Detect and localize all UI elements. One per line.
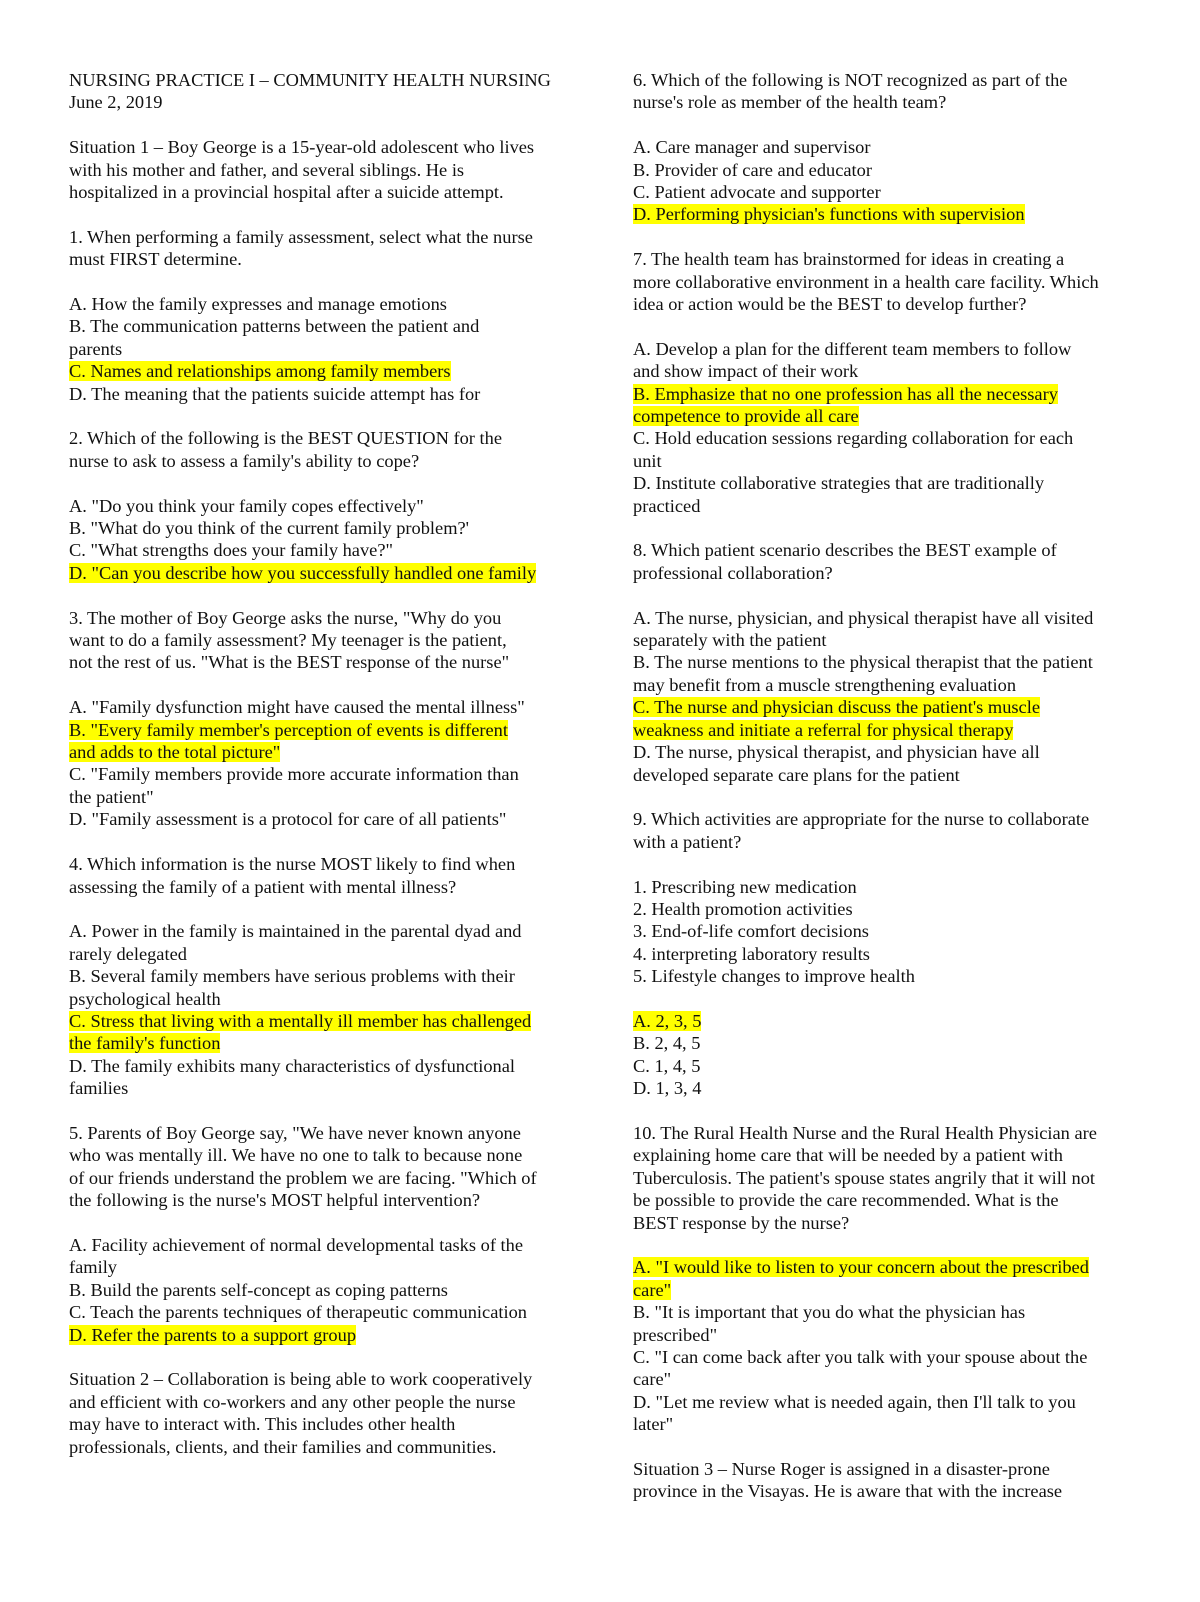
line-text: with a patient?: [633, 831, 742, 852]
left-text-line: [69, 1055, 559, 1077]
line-text: Situation 1 – Boy George is a 15-year-old adolescent who lives: [69, 137, 535, 158]
right-text-line: [633, 920, 1133, 942]
left-text-line: [69, 853, 559, 875]
line-text: B. "What do you think of the current family problem?': [69, 518, 469, 539]
line-text: 3. End-of-life comfort decisions: [633, 921, 869, 942]
right-text-line: [633, 741, 1133, 763]
line-text: must FIRST determine.: [69, 249, 242, 270]
right-text-line: [633, 1055, 1133, 1077]
right-text-line: [633, 607, 1133, 629]
line-text: 2. Which of the following is the BEST QUESTION for the: [69, 428, 502, 449]
document-date: [69, 91, 559, 113]
right-highlighted-answer-line: [633, 1256, 1133, 1278]
line-text: prescribed": [633, 1324, 718, 1345]
left-text-line: [69, 517, 559, 539]
left-text-line: [69, 293, 559, 315]
line-text: June 2, 2019: [69, 92, 163, 113]
highlighted-text: C. Stress that living with a mentally ill member has challenged: [69, 1010, 532, 1031]
line-text: later": [633, 1414, 674, 1435]
left-text-line: [69, 383, 559, 405]
left-text-line: [69, 1234, 559, 1256]
line-text: 10. The Rural Health Nurse and the Rural Health Physician are: [633, 1122, 1097, 1143]
line-text: Tuberculosis. The patient's spouse states angrily that it will not: [633, 1167, 1096, 1188]
line-text: nurse to ask to assess a family's ability to cope?: [69, 450, 420, 471]
left-text-line: [69, 1436, 559, 1458]
right-text-line: [633, 965, 1133, 987]
left-text-line: [69, 696, 559, 718]
right-text-line: [633, 898, 1133, 920]
line-text: rarely delegated: [69, 943, 187, 964]
right-text-line: [633, 472, 1133, 494]
paragraph-gap: [69, 1346, 559, 1368]
right-text-line: [633, 159, 1133, 181]
left-text-line: [69, 181, 559, 203]
right-text-line: [633, 539, 1133, 561]
line-text: B. "It is important that you do what the physician has: [633, 1302, 1026, 1323]
left-text-line: [69, 629, 559, 651]
left-text-line: [69, 315, 559, 337]
line-text: C. Hold education sessions regarding collaboration for each: [633, 428, 1074, 449]
paragraph-gap: [69, 674, 559, 696]
line-text: and efficient with co-workers and any other people the nurse: [69, 1391, 516, 1412]
highlighted-text: C. The nurse and physician discuss the patient's muscle: [633, 697, 1040, 718]
right-text-line: [633, 181, 1133, 203]
line-text: province in the Visayas. He is aware that with the increase: [633, 1481, 1063, 1502]
highlighted-text: A. 2, 3, 5: [633, 1010, 702, 1031]
line-text: not the rest of us. "What is the BEST response of the nurse": [69, 652, 510, 673]
line-text: professionals, clients, and their families and communities.: [69, 1436, 497, 1457]
right-text-line: [633, 1391, 1133, 1413]
right-text-line: [633, 1032, 1133, 1054]
right-text-line: [633, 248, 1133, 270]
left-highlighted-answer-line: [69, 719, 559, 741]
line-text: 6. Which of the following is NOT recognized as part of the: [633, 70, 1068, 90]
right-text-line: [633, 651, 1133, 673]
line-text: the patient": [69, 786, 154, 807]
line-text: 1. Prescribing new medication: [633, 876, 857, 897]
left-text-line: [69, 159, 559, 181]
line-text: 2. Health promotion activities: [633, 898, 853, 919]
left-text-line: [69, 1167, 559, 1189]
right-text-line: [633, 136, 1133, 158]
line-text: 5. Lifestyle changes to improve health: [633, 966, 915, 987]
left-text-line: [69, 965, 559, 987]
document-title: [69, 69, 559, 91]
line-text: psychological health: [69, 988, 221, 1009]
line-text: D. Institute collaborative strategies that are traditionally: [633, 473, 1045, 494]
line-text: with his mother and father, and several siblings. He is: [69, 159, 465, 180]
line-text: A. "Family dysfunction might have caused the mental illness": [69, 697, 525, 718]
right-text-line: [633, 1122, 1133, 1144]
line-text: B. Several family members have serious problems with their: [69, 966, 515, 987]
left-text-line: [69, 136, 559, 158]
line-text: C. "I can come back after you talk with your spouse about the: [633, 1347, 1088, 1367]
line-text: D. The family exhibits many characteristics of dysfunctional: [69, 1055, 516, 1076]
line-text: professional collaboration?: [633, 562, 833, 583]
left-highlighted-answer-line: [69, 1010, 559, 1032]
line-text: A. The nurse, physician, and physical therapist have all visited: [633, 607, 1094, 628]
left-text-line: [69, 338, 559, 360]
right-text-line: [633, 91, 1133, 113]
line-text: 7. The health team has brainstormed for ideas in creating a: [633, 249, 1065, 270]
line-text: and show impact of their work: [633, 361, 859, 382]
line-text: Situation 2 – Collaboration is being able to work cooperatively: [69, 1369, 533, 1390]
left-text-line: [69, 808, 559, 830]
paragraph-gap: [69, 831, 559, 853]
highlighted-text: care": [633, 1279, 672, 1300]
line-text: unit: [633, 450, 662, 471]
line-text: B. The nurse mentions to the physical therapist that the patient: [633, 652, 1093, 673]
line-text: NURSING PRACTICE I – COMMUNITY HEALTH NURSING: [69, 70, 551, 90]
line-text: 8. Which patient scenario describes the BEST example of: [633, 540, 1057, 561]
right-text-line: [633, 293, 1133, 315]
paragraph-gap: [69, 1212, 559, 1234]
paragraph-gap: [633, 1436, 1133, 1458]
line-text: C. "Family members provide more accurate information than: [69, 764, 519, 785]
highlighted-text: competence to provide all care: [633, 406, 859, 427]
line-text: B. 2, 4, 5: [633, 1033, 701, 1054]
line-text: separately with the patient: [633, 630, 827, 651]
left-text-line: [69, 1413, 559, 1435]
right-text-line: [633, 562, 1133, 584]
right-highlighted-answer-line: [633, 383, 1133, 405]
paragraph-gap: [633, 226, 1133, 248]
left-text-line: [69, 1279, 559, 1301]
left-text-line: [69, 786, 559, 808]
highlighted-text: D. Performing physician's functions with supervision: [633, 204, 1025, 225]
right-text-line: [633, 360, 1133, 382]
right-highlighted-answer-line: [633, 1010, 1133, 1032]
right-text-line: [633, 1413, 1133, 1435]
line-text: family: [69, 1257, 118, 1278]
line-text: 9. Which activities are appropriate for the nurse to collaborate: [633, 809, 1090, 830]
paragraph-gap: [633, 1100, 1133, 1122]
left-highlighted-answer-line: [69, 741, 559, 763]
right-text-line: [633, 1458, 1133, 1480]
line-text: D. 1, 3, 4: [633, 1078, 702, 1099]
line-text: C. "What strengths does your family have?": [69, 540, 394, 561]
highlighted-text: A. "I would like to listen to your concern about the prescribed: [633, 1257, 1089, 1278]
left-text-line: [69, 920, 559, 942]
right-column: [633, 69, 1133, 1503]
highlighted-text: D. "Can you describe how you successfully handled one family: [69, 562, 537, 583]
right-text-line: [633, 427, 1133, 449]
right-text-line: [633, 1480, 1133, 1502]
left-text-line: [69, 1122, 559, 1144]
paragraph-gap: [69, 472, 559, 494]
left-text-line: [69, 248, 559, 270]
highlighted-text: weakness and initiate a referral for physical therapy: [633, 719, 1014, 740]
line-text: may have to interact with. This includes other health: [69, 1414, 456, 1435]
paragraph-gap: [633, 988, 1133, 1010]
right-highlighted-answer-line: [633, 696, 1133, 718]
right-text-line: [633, 831, 1133, 853]
left-highlighted-answer-line: [69, 1032, 559, 1054]
line-text: 4. Which information is the nurse MOST likely to find when: [69, 854, 516, 875]
left-text-line: [69, 226, 559, 248]
highlighted-text: B. "Every family member's perception of events is different: [69, 719, 508, 740]
left-text-line: [69, 988, 559, 1010]
line-text: A. "Do you think your family copes effectively": [69, 495, 424, 516]
line-text: Situation 3 – Nurse Roger is assigned in a disaster-prone: [633, 1459, 1050, 1480]
left-text-line: [69, 763, 559, 785]
right-text-line: [633, 1212, 1133, 1234]
line-text: B. Build the parents self-concept as coping patterns: [69, 1279, 448, 1300]
line-text: hospitalized in a provincial hospital after a suicide attempt.: [69, 182, 504, 203]
line-text: care": [633, 1369, 672, 1390]
right-text-line: [633, 1324, 1133, 1346]
left-text-line: [69, 651, 559, 673]
line-text: B. The communication patterns between the patient and: [69, 316, 480, 337]
right-text-line: [633, 764, 1133, 786]
left-text-line: [69, 1077, 559, 1099]
right-text-line: [633, 450, 1133, 472]
line-text: C. 1, 4, 5: [633, 1055, 701, 1076]
line-text: practiced: [633, 495, 701, 516]
paragraph-gap: [69, 114, 559, 136]
paragraph-gap: [69, 898, 559, 920]
line-text: D. "Let me review what is needed again, then I'll talk to you: [633, 1391, 1076, 1412]
line-text: of our friends understand the problem we are facing. "Which of: [69, 1167, 537, 1188]
paragraph-gap: [633, 1234, 1133, 1256]
paragraph-gap: [633, 853, 1133, 875]
left-text-line: [69, 1256, 559, 1278]
paragraph-gap: [633, 517, 1133, 539]
right-text-line: [633, 495, 1133, 517]
right-text-line: [633, 674, 1133, 696]
line-text: 4. interpreting laboratory results: [633, 943, 870, 964]
line-text: who was mentally ill. We have no one to talk to because none: [69, 1145, 523, 1166]
left-text-line: [69, 1301, 559, 1323]
line-text: may benefit from a muscle strengthening evaluation: [633, 674, 1017, 695]
paragraph-gap: [633, 584, 1133, 606]
line-text: be possible to provide the care recommended. What is the: [633, 1190, 1059, 1211]
line-text: 3. The mother of Boy George asks the nurse, "Why do you: [69, 607, 502, 628]
right-text-line: [633, 1301, 1133, 1323]
line-text: D. The nurse, physical therapist, and physician have all: [633, 742, 1040, 763]
highlighted-text: and adds to the total picture": [69, 742, 281, 763]
left-text-line: [69, 495, 559, 517]
left-text-line: [69, 876, 559, 898]
paragraph-gap: [69, 405, 559, 427]
right-text-line: [633, 1167, 1133, 1189]
line-text: A. Develop a plan for the different team members to follow: [633, 338, 1072, 359]
line-text: nurse's role as member of the health team?: [633, 92, 947, 113]
right-text-line: [633, 1368, 1133, 1390]
left-text-line: [69, 539, 559, 561]
left-highlighted-answer-line: [69, 360, 559, 382]
line-text: C. Patient advocate and supporter: [633, 182, 881, 203]
line-text: D. The meaning that the patients suicide attempt has for: [69, 383, 481, 404]
left-highlighted-answer-line: [69, 562, 559, 584]
left-highlighted-answer-line: [69, 1324, 559, 1346]
line-text: assessing the family of a patient with mental illness?: [69, 876, 457, 897]
right-highlighted-answer-line: [633, 203, 1133, 225]
right-text-line: [633, 1189, 1133, 1211]
left-text-line: [69, 1368, 559, 1390]
line-text: BEST response by the nurse?: [633, 1212, 850, 1233]
left-text-line: [69, 450, 559, 472]
line-text: the following is the nurse's MOST helpful intervention?: [69, 1190, 481, 1211]
highlighted-text: B. Emphasize that no one profession has all the necessary: [633, 383, 1058, 404]
left-text-line: [69, 1144, 559, 1166]
line-text: C. Teach the parents techniques of therapeutic communication: [69, 1302, 527, 1323]
right-highlighted-answer-line: [633, 719, 1133, 741]
line-text: A. How the family expresses and manage emotions: [69, 294, 447, 315]
right-text-line: [633, 1144, 1133, 1166]
paragraph-gap: [633, 315, 1133, 337]
line-text: A. Power in the family is maintained in the parental dyad and: [69, 921, 522, 942]
line-text: 5. Parents of Boy George say, "We have never known anyone: [69, 1122, 521, 1143]
paragraph-gap: [69, 203, 559, 225]
right-text-line: [633, 1077, 1133, 1099]
left-text-line: [69, 943, 559, 965]
right-text-line: [633, 338, 1133, 360]
highlighted-text: the family's function: [69, 1033, 221, 1054]
line-text: A. Facility achievement of normal developmental tasks of the: [69, 1234, 524, 1255]
right-text-line: [633, 876, 1133, 898]
line-text: explaining home care that will be needed by a patient with: [633, 1145, 1063, 1166]
right-highlighted-answer-line: [633, 1279, 1133, 1301]
right-text-line: [633, 69, 1133, 91]
left-text-line: [69, 427, 559, 449]
paragraph-gap: [69, 584, 559, 606]
line-text: want to do a family assessment? My teenager is the patient,: [69, 630, 507, 651]
line-text: D. "Family assessment is a protocol for care of all patients": [69, 809, 507, 830]
line-text: families: [69, 1078, 129, 1099]
paragraph-gap: [69, 271, 559, 293]
highlighted-text: C. Names and relationships among family members: [69, 361, 451, 382]
paragraph-gap: [633, 786, 1133, 808]
right-highlighted-answer-line: [633, 405, 1133, 427]
line-text: more collaborative environment in a health care facility. Which: [633, 271, 1099, 292]
paragraph-gap: [633, 114, 1133, 136]
paragraph-gap: [69, 1100, 559, 1122]
line-text: B. Provider of care and educator: [633, 159, 872, 180]
right-text-line: [633, 271, 1133, 293]
line-text: idea or action would be the BEST to develop further?: [633, 294, 1027, 315]
left-text-line: [69, 1391, 559, 1413]
left-text-line: [69, 607, 559, 629]
right-text-line: [633, 943, 1133, 965]
right-text-line: [633, 629, 1133, 651]
right-text-line: [633, 808, 1133, 830]
line-text: A. Care manager and supervisor: [633, 137, 871, 158]
left-text-line: [69, 1189, 559, 1211]
line-text: developed separate care plans for the patient: [633, 764, 960, 785]
right-text-line: [633, 1346, 1133, 1368]
highlighted-text: D. Refer the parents to a support group: [69, 1324, 357, 1345]
line-text: parents: [69, 338, 123, 359]
line-text: 1. When performing a family assessment, select what the nurse: [69, 226, 533, 247]
left-column: [69, 69, 559, 1458]
